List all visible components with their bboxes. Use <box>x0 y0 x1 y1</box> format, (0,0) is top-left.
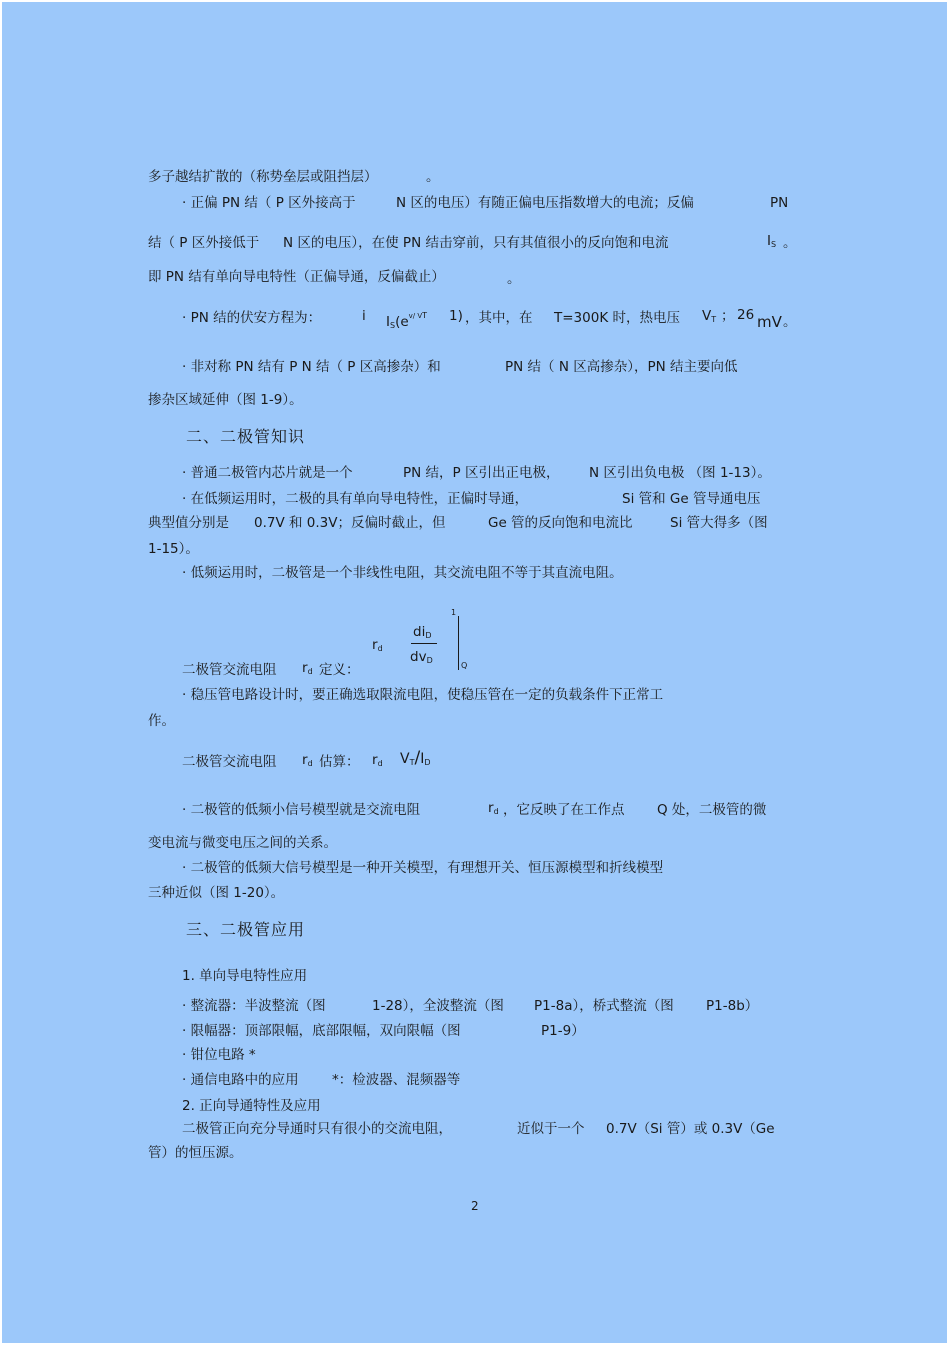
math-symbol: $V_T$ <box>702 308 717 324</box>
text-line: N 区引出负电极 （图 1-13）。 <box>589 465 771 481</box>
text-line: PN 结（ N 区高掺杂），PN 结主要向低 <box>505 359 738 375</box>
text-line: · 限幅器：顶部限幅，底部限幅，双向限幅（图 <box>182 1023 461 1039</box>
text-line: · PN 结的伏安方程为： <box>182 310 322 326</box>
text-line: PN <box>770 195 789 211</box>
text-punct: 。 <box>783 314 797 330</box>
math-formula: $V_T/I_D$ <box>400 748 431 768</box>
math-symbol: $r_d$ <box>488 800 499 816</box>
text-line: · 在低频运用时，二极的具有单向导电特性，正偏时导通， <box>182 491 529 507</box>
text-line: P1-8b） <box>706 998 759 1014</box>
math-symbol: $r_d$ <box>302 752 313 768</box>
text-line: 二极管交流电阻 <box>182 754 277 770</box>
text-line: PN 结，P 区引出正电极， <box>403 465 560 481</box>
text-line: 管）的恒压源。 <box>148 1145 243 1161</box>
text-line: 1-28），全波整流（图 <box>372 998 504 1014</box>
text-line: P1-8a），桥式整流（图 <box>534 998 674 1014</box>
text-line: *：检波器、混频器等 <box>332 1072 461 1088</box>
math-unit: mV <box>757 313 782 331</box>
math-symbol: $r_d$ <box>372 637 383 653</box>
math-label: 1 <box>451 608 457 617</box>
text-line: Ge 管的反向饱和电流比 <box>488 515 633 531</box>
text-punct: 。 <box>783 235 797 251</box>
page-number: 2 <box>471 1199 479 1213</box>
text-line: 二极管正向充分导通时只有很小的交流电阻， <box>182 1121 452 1137</box>
text-line: 作。 <box>148 713 175 729</box>
math-symbol: $r_d$ <box>372 752 383 768</box>
document-page <box>2 2 947 1343</box>
math-symbol: $r_d$ <box>302 660 313 676</box>
text-line: 0.7V（Si 管）或 0.3V（Ge <box>606 1121 775 1137</box>
text-line: 即 PN 结有单向导电特性（正偏导通，反偏截止） <box>148 269 445 285</box>
math-label: Q <box>461 661 468 670</box>
text-line: ，其中，在 <box>465 310 533 326</box>
text-line: P1-9） <box>541 1023 585 1039</box>
text-line: · 低频运用时，二极管是一个非线性电阻，其交流电阻不等于其直流电阻。 <box>182 565 623 581</box>
text-line: 典型值分别是 <box>148 515 229 531</box>
text-punct: ； <box>721 308 735 324</box>
text-line: T=300K 时，热电压 <box>554 310 680 326</box>
math-denominator: $dv_D$ <box>410 649 433 665</box>
section-heading: 二、二极管知识 <box>186 427 306 446</box>
text-line: 估算： <box>319 754 360 770</box>
text-line: 1-15）。 <box>148 541 199 557</box>
text-line: · 二极管的低频大信号模型是一种开关模型，有理想开关、恒压源模型和折线模型 <box>182 860 664 876</box>
math-symbol: i <box>362 308 366 324</box>
text-line: 2. 正向导通特性及应用 <box>182 1098 321 1114</box>
evaluation-bar <box>458 616 459 670</box>
fraction-line <box>411 643 437 644</box>
text-line: 定义： <box>319 662 360 678</box>
math-numerator: $di_D$ <box>413 624 432 640</box>
math-symbol: $I_S$ <box>767 233 777 249</box>
text-line: 三种近似（图 1-20）。 <box>148 885 285 901</box>
text-line: Si 管和 Ge 管导通电压 <box>622 491 761 507</box>
text-punct: 。 <box>426 169 440 185</box>
text-line: N 区的电压）有随正偏电压指数增大的电流；反偏 <box>396 195 694 211</box>
text-line: · 通信电路中的应用 <box>182 1072 299 1088</box>
text-line: 1. 单向导电特性应用 <box>182 968 308 984</box>
text-line: 二极管交流电阻 <box>182 662 277 678</box>
text-line: · 钳位电路 * <box>182 1047 256 1063</box>
math-value: 26 <box>737 307 755 323</box>
text-line: 变电流与微变电压之间的关系。 <box>148 835 337 851</box>
text-line: 近似于一个 <box>517 1121 585 1137</box>
text-line: N 区的电压），在使 PN 结击穿前，只有其值很小的反向饱和电流 <box>283 235 669 251</box>
text-line: 结（ P 区外接低于 <box>148 235 260 251</box>
text-line: · 稳压管电路设计时，要正确选取限流电阻，使稳压管在一定的负载条件下正常工 <box>182 687 664 703</box>
text-line: 掺杂区域延伸（图 1-9）。 <box>148 392 303 408</box>
text-line: 多子越结扩散的（称势垒层或阻挡层） <box>148 169 378 185</box>
text-line: Q 处，二极管的微 <box>657 802 767 818</box>
text-punct: 。 <box>507 271 521 287</box>
text-line: · 非对称 PN 结有 P N 结（ P 区高掺杂）和 <box>182 359 441 375</box>
text-line: · 整流器：半波整流（图 <box>182 998 326 1014</box>
text-line: · 二极管的低频小信号模型就是交流电阻 <box>182 802 421 818</box>
text-line: · 普通二极管内芯片就是一个 <box>182 465 353 481</box>
text-line: Si 管大得多（图 <box>670 515 768 531</box>
section-heading: 三、二极管应用 <box>186 920 306 939</box>
math-formula: $I_S(e^{v/ VT}$ <box>386 311 428 330</box>
text-line: 0.7V 和 0.3V；反偏时截止，但 <box>254 515 446 531</box>
text-line: · 正偏 PN 结（ P 区外接高于 <box>182 195 356 211</box>
text-line: ，它反映了在工作点 <box>503 802 625 818</box>
math-symbol: 1) <box>449 308 463 324</box>
